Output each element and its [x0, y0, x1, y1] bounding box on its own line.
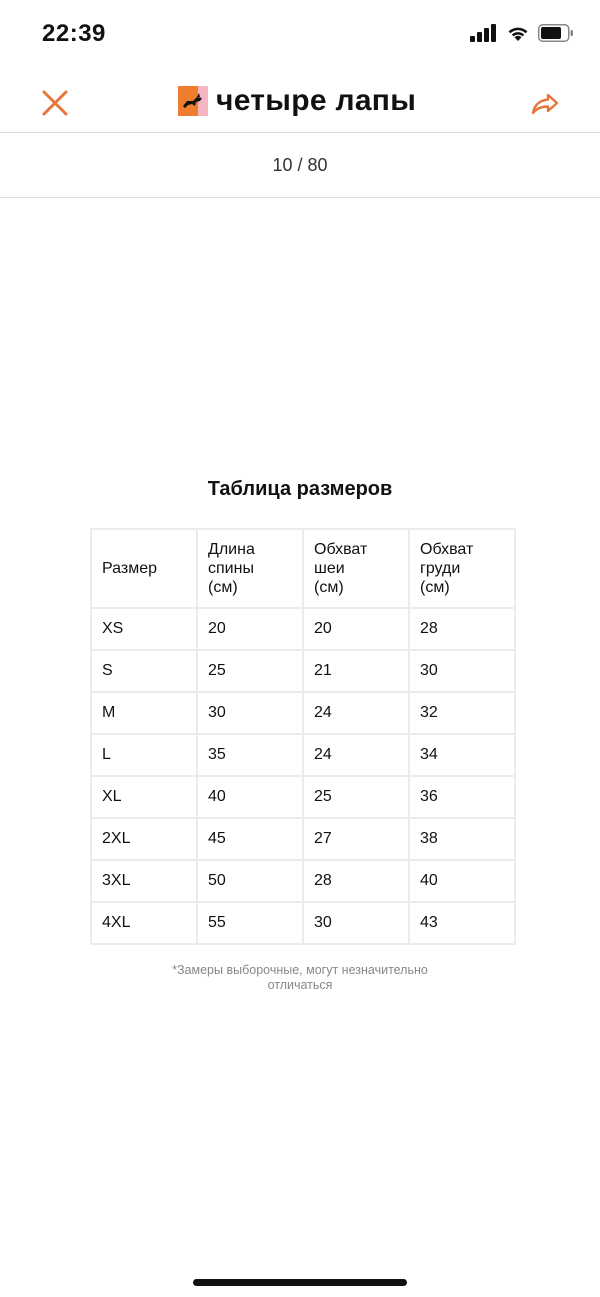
- cell-neck-girth: 20: [304, 609, 408, 649]
- cell-neck-girth: 24: [304, 735, 408, 775]
- status-time: 22:39: [42, 20, 106, 47]
- footnote: *Замеры выборочные, могут незначительно отличаться: [172, 963, 428, 992]
- cell-back-length: 45: [198, 819, 302, 859]
- header-size: Размер: [92, 530, 196, 607]
- cell-size: XS: [92, 609, 196, 649]
- cell-size: 4XL: [92, 903, 196, 943]
- table-title: Таблица размеров: [207, 478, 393, 500]
- close-icon: [38, 86, 72, 120]
- table-row: [92, 693, 514, 733]
- cell-back-length: 35: [198, 735, 302, 775]
- cell-back-length: 55: [198, 903, 302, 943]
- battery-icon: [538, 24, 574, 42]
- cell-size: XL: [92, 777, 196, 817]
- size-table: [90, 528, 516, 945]
- home-indicator[interactable]: [193, 1279, 407, 1286]
- cell-back-length: 20: [198, 609, 302, 649]
- dog-logo-icon: [178, 86, 208, 116]
- close-button[interactable]: [38, 86, 72, 120]
- image-counter-bar: [0, 133, 600, 198]
- header-chest-girth: Обхват груди (см): [410, 530, 514, 607]
- table-row: [92, 903, 514, 943]
- cell-chest-girth: 34: [410, 735, 514, 775]
- brand-logo: [178, 84, 416, 118]
- cell-neck-girth: 21: [304, 651, 408, 691]
- cell-size: L: [92, 735, 196, 775]
- cell-neck-girth: 28: [304, 861, 408, 901]
- status-icons: [470, 24, 574, 42]
- cell-back-length: 25: [198, 651, 302, 691]
- cell-chest-girth: 40: [410, 861, 514, 901]
- header-neck-girth: Обхват шеи (см): [304, 530, 408, 607]
- cell-neck-girth: 25: [304, 777, 408, 817]
- brand-name: четыре лапы: [216, 84, 417, 117]
- cell-size: M: [92, 693, 196, 733]
- table-row: [92, 777, 514, 817]
- cell-neck-girth: 24: [304, 693, 408, 733]
- cell-back-length: 50: [198, 861, 302, 901]
- cell-chest-girth: 43: [410, 903, 514, 943]
- cell-neck-girth: 30: [304, 903, 408, 943]
- table-row: [92, 861, 514, 901]
- table-row: [92, 819, 514, 859]
- cell-back-length: 40: [198, 777, 302, 817]
- table-row: [92, 651, 514, 691]
- cell-chest-girth: 32: [410, 693, 514, 733]
- status-bar: [0, 0, 600, 70]
- table-header-row: [92, 530, 514, 607]
- share-button[interactable]: [528, 86, 562, 120]
- wifi-icon: [506, 24, 530, 42]
- cell-chest-girth: 36: [410, 777, 514, 817]
- table-row: [92, 609, 514, 649]
- image-counter: 10 / 80: [272, 154, 328, 175]
- cellular-signal-icon: [470, 24, 498, 42]
- header-back-length: Длина спины (см): [198, 530, 302, 607]
- cell-chest-girth: 30: [410, 651, 514, 691]
- cell-chest-girth: 38: [410, 819, 514, 859]
- cell-size: S: [92, 651, 196, 691]
- cell-size: 2XL: [92, 819, 196, 859]
- table-row: [92, 735, 514, 775]
- share-icon: [528, 86, 562, 120]
- cell-neck-girth: 27: [304, 819, 408, 859]
- header-bar: [0, 70, 600, 133]
- cell-back-length: 30: [198, 693, 302, 733]
- cell-chest-girth: 28: [410, 609, 514, 649]
- cell-size: 3XL: [92, 861, 196, 901]
